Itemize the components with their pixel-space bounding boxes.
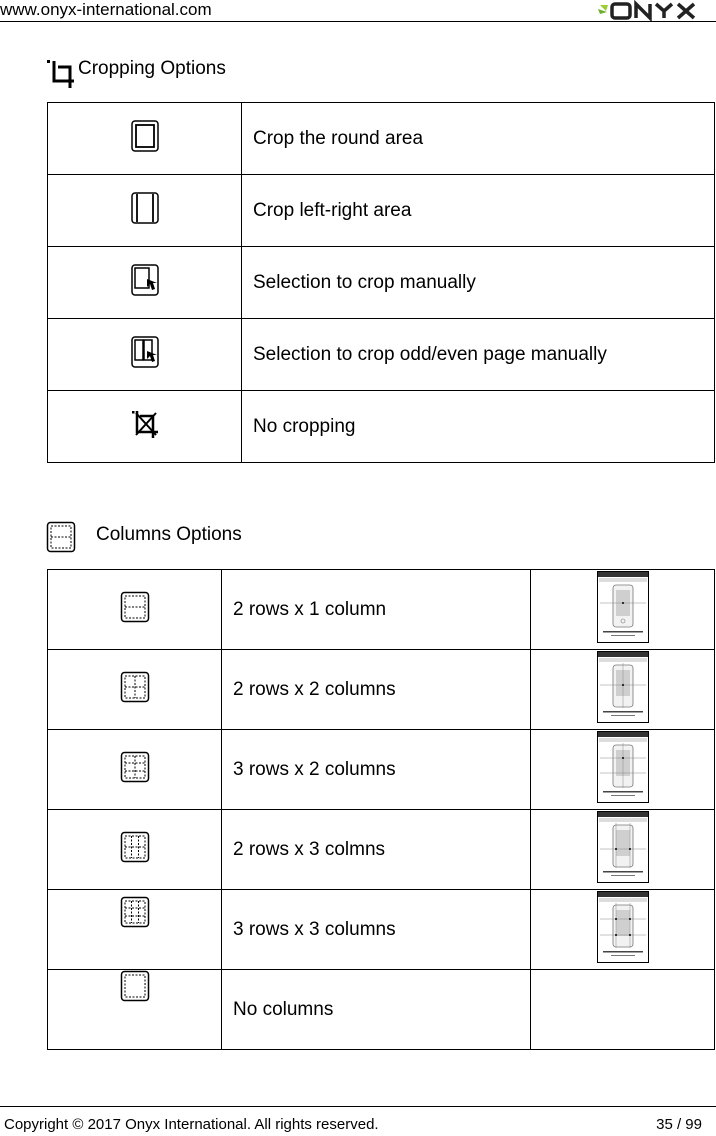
columns-3x3-label: 3 rows x 3 columns <box>222 890 531 970</box>
cropping-options-table <box>47 102 715 463</box>
columns-2x2-label: 2 rows x 2 columns <box>222 650 531 730</box>
columns-options-table <box>47 569 715 1050</box>
footer-copyright: Copyright © 2017 Onyx International. All rights reserved. <box>4 1116 379 1133</box>
cropping-options-title: Cropping Options <box>78 58 226 79</box>
table-row <box>48 650 715 730</box>
columns-icon <box>46 521 76 553</box>
table-row <box>48 391 715 463</box>
device-preview-image <box>597 571 649 643</box>
table-row <box>48 103 715 175</box>
columns-2x1-label: 2 rows x 1 column <box>222 570 531 650</box>
crop-round-area-icon <box>130 119 160 153</box>
table-row <box>48 970 715 1050</box>
columns-3x3-icon <box>120 896 150 928</box>
table-row <box>48 319 715 391</box>
device-preview-image <box>597 811 649 883</box>
columns-options-title: Columns Options <box>96 524 242 545</box>
columns-3x2-icon <box>120 751 150 783</box>
crop-left-right-label: Crop left-right area <box>242 175 715 247</box>
columns-3x2-label: 3 rows x 2 columns <box>222 730 531 810</box>
empty-preview-cell <box>531 970 715 1050</box>
header-url: www.onyx-international.com <box>0 0 212 19</box>
crop-odd-even-icon <box>130 335 160 369</box>
crop-odd-even-label: Selection to crop odd/even page manually <box>242 319 715 391</box>
crop-left-right-icon <box>130 191 160 225</box>
table-row <box>48 247 715 319</box>
onyx-logo <box>596 0 714 21</box>
crop-icon <box>45 58 77 90</box>
table-row <box>48 175 715 247</box>
table-row <box>48 570 715 650</box>
columns-2x3-label: 2 rows x 3 colmns <box>222 810 531 890</box>
table-row <box>48 810 715 890</box>
no-cropping-label: No cropping <box>242 391 715 463</box>
device-preview-image <box>597 891 649 963</box>
device-preview-image <box>597 651 649 723</box>
footer-divider <box>0 1106 716 1107</box>
crop-round-label: Crop the round area <box>242 103 715 175</box>
columns-2x1-icon <box>120 591 150 623</box>
device-preview-image <box>597 731 649 803</box>
table-row <box>48 730 715 810</box>
crop-manual-icon <box>130 263 160 297</box>
columns-2x3-icon <box>120 831 150 863</box>
header-divider <box>0 21 716 22</box>
table-row <box>48 890 715 970</box>
page-number: 35 / 99 <box>656 1116 702 1133</box>
no-crop-icon <box>130 408 160 440</box>
no-columns-label: No columns <box>222 970 531 1050</box>
crop-manual-label: Selection to crop manually <box>242 247 715 319</box>
no-columns-icon <box>120 970 150 1002</box>
columns-2x2-icon <box>120 671 150 703</box>
